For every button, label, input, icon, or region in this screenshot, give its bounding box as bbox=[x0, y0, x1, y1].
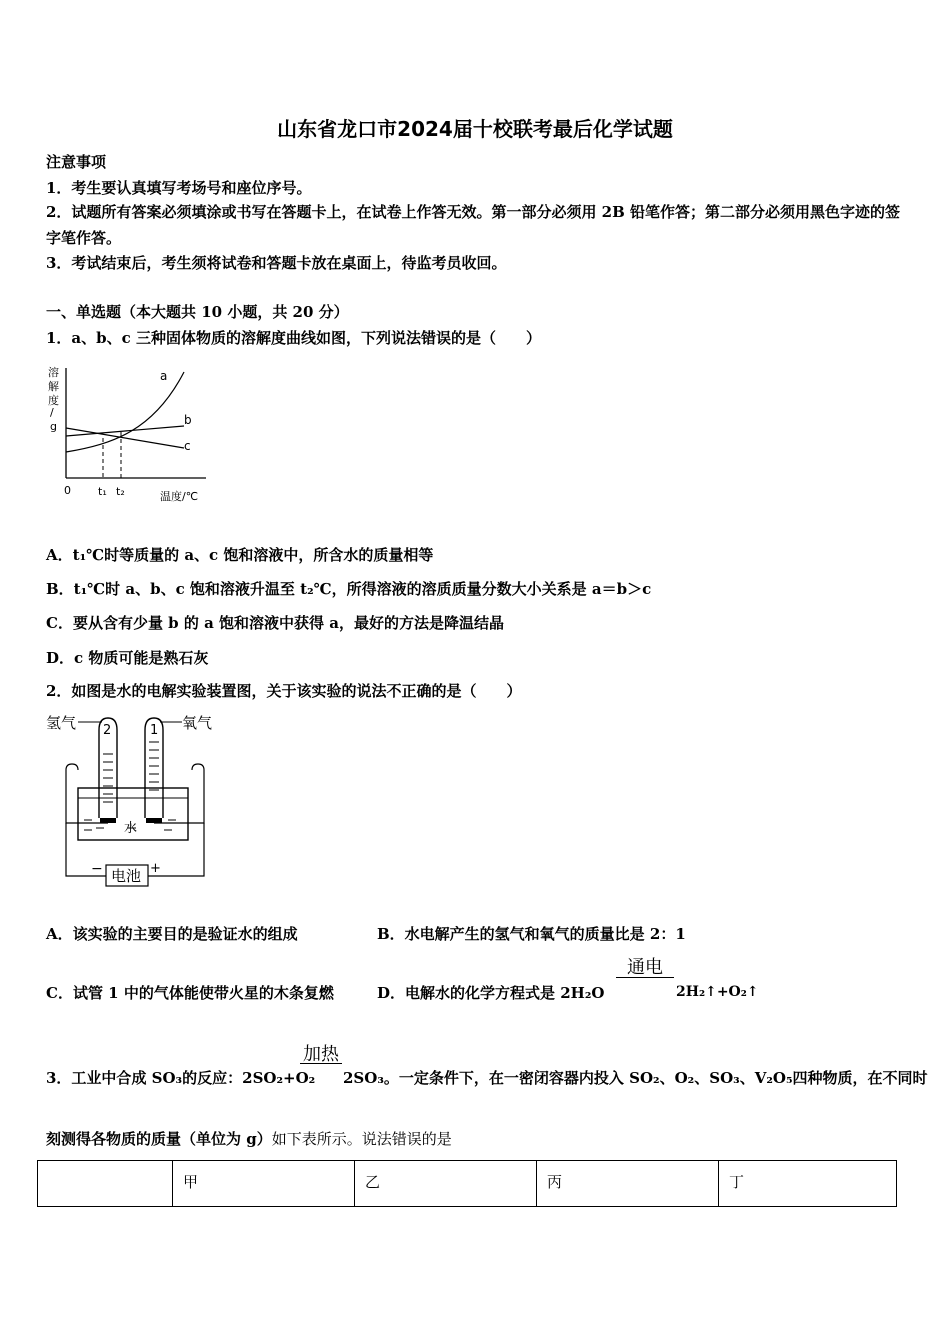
table-header-yi: 乙 bbox=[355, 1161, 537, 1207]
q3-line2-bold: 刻测得各物质的质量（单位为 g） bbox=[46, 1130, 272, 1148]
label-a: a bbox=[160, 369, 168, 383]
ylabel-5: g bbox=[50, 420, 57, 433]
q2-d-arrow bbox=[616, 977, 674, 978]
ylabel-1: 溶 bbox=[48, 366, 59, 379]
label-c: c bbox=[184, 439, 191, 453]
q3-line2-rest: 如下表所示。说法错误的是 bbox=[271, 1130, 452, 1148]
q3-line2 bbox=[46, 1128, 452, 1149]
table-header-jia: 甲 bbox=[173, 1161, 355, 1207]
q3-condition: 加热 bbox=[303, 1044, 339, 1065]
curve-a bbox=[66, 372, 184, 452]
t1-label: t₁ bbox=[98, 485, 107, 498]
q3-stem-suffix: 2SO₃。一定条件下，在一密闭容器内投入 SO₂、O₂、SO₃、V₂O₅四种物质，在不同时 bbox=[343, 1069, 928, 1087]
electrode-left bbox=[100, 818, 116, 823]
q1-option-b: B．t₁℃时 a、b、c 饱和溶液升温至 t₂℃，所得溶液的溶质质量分数大小关系是 a＝b＞c bbox=[46, 580, 652, 598]
tube-1-label: 1 bbox=[150, 723, 159, 738]
battery-plus: + bbox=[150, 861, 161, 876]
q2-d-product: 2H₂↑+O₂↑ bbox=[676, 984, 759, 1000]
q1-option-a: A．t₁℃时等质量的 a、c 饱和溶液中，所含水的质量相等 bbox=[46, 546, 434, 564]
ylabel-2: 解 bbox=[48, 380, 59, 393]
solubility-graph bbox=[44, 360, 214, 510]
q2-stem: 2．如图是水的电解实验装置图，关于该实验的说法不正确的是（ ） bbox=[46, 682, 522, 700]
q1-stem: 1．a、b、c 三种固体物质的溶解度曲线如图，下列说法错误的是（ ） bbox=[46, 329, 542, 347]
q3-arrow bbox=[300, 1063, 342, 1064]
q2-option-d: D．电解水的化学方程式是 2H₂O bbox=[377, 984, 605, 1002]
data-table bbox=[37, 1160, 897, 1207]
tube-liquid bbox=[103, 742, 159, 802]
table-row bbox=[38, 1161, 897, 1207]
page-title: 山东省龙口市2024届十校联考最后化学试题 bbox=[277, 117, 673, 141]
q2-option-a: A．该实验的主要目的是验证水的组成 bbox=[46, 925, 298, 943]
notice-item-3: 3．考试结束后，考生须将试卷和答题卡放在桌面上，待监考员收回。 bbox=[46, 254, 507, 272]
water-label: 水 bbox=[124, 821, 138, 836]
label-b: b bbox=[184, 413, 192, 427]
table-header-blank bbox=[38, 1161, 173, 1207]
oxygen-label: 氧气 bbox=[182, 714, 213, 732]
q2-d-condition: 通电 bbox=[627, 957, 663, 978]
q3-stem-prefix: 3．工业中合成 SO₃的反应：2SO₂+O₂ bbox=[46, 1069, 316, 1087]
table-header-bing: 丙 bbox=[537, 1161, 719, 1207]
ylabel-3: 度 bbox=[48, 394, 59, 407]
battery-minus: − bbox=[91, 861, 103, 877]
wire-right-top bbox=[154, 764, 204, 823]
wire-left-top bbox=[66, 764, 108, 823]
notice-heading: 注意事项 bbox=[46, 153, 107, 171]
electrolysis-diagram bbox=[44, 708, 219, 893]
section-heading: 一、单选题（本大题共 10 小题，共 20 分） bbox=[46, 303, 349, 321]
notice-item-1: 1．考生要认真填写考场号和座位序号。 bbox=[46, 179, 312, 197]
table-header-ding: 丁 bbox=[719, 1161, 897, 1207]
hydrogen-label: 氢气 bbox=[46, 714, 77, 732]
xlabel: 温度/℃ bbox=[160, 490, 199, 503]
t2-label: t₂ bbox=[116, 485, 125, 498]
electrode-right bbox=[146, 818, 162, 823]
q2-option-c: C．试管 1 中的气体能使带火星的木条复燃 bbox=[46, 984, 334, 1002]
q1-option-d: D．c 物质可能是熟石灰 bbox=[46, 649, 209, 667]
battery-label: 电池 bbox=[111, 867, 142, 885]
origin-label: 0 bbox=[64, 484, 71, 497]
notice-item-2: 2．试题所有答案必须填涂或书写在答题卡上，在试卷上作答无效。第一部分必须用 2B 铅笔作答；第二部分必须用黑色字迹的签字笔作答。 bbox=[46, 203, 901, 247]
q1-option-c: C．要从含有少量 b 的 a 饱和溶液中获得 a，最好的方法是降温结晶 bbox=[46, 614, 504, 632]
q2-option-b: B．水电解产生的氢气和氧气的质量比是 2：1 bbox=[377, 925, 686, 943]
ylabel-4: / bbox=[50, 406, 54, 419]
tube-2-label: 2 bbox=[103, 723, 112, 738]
